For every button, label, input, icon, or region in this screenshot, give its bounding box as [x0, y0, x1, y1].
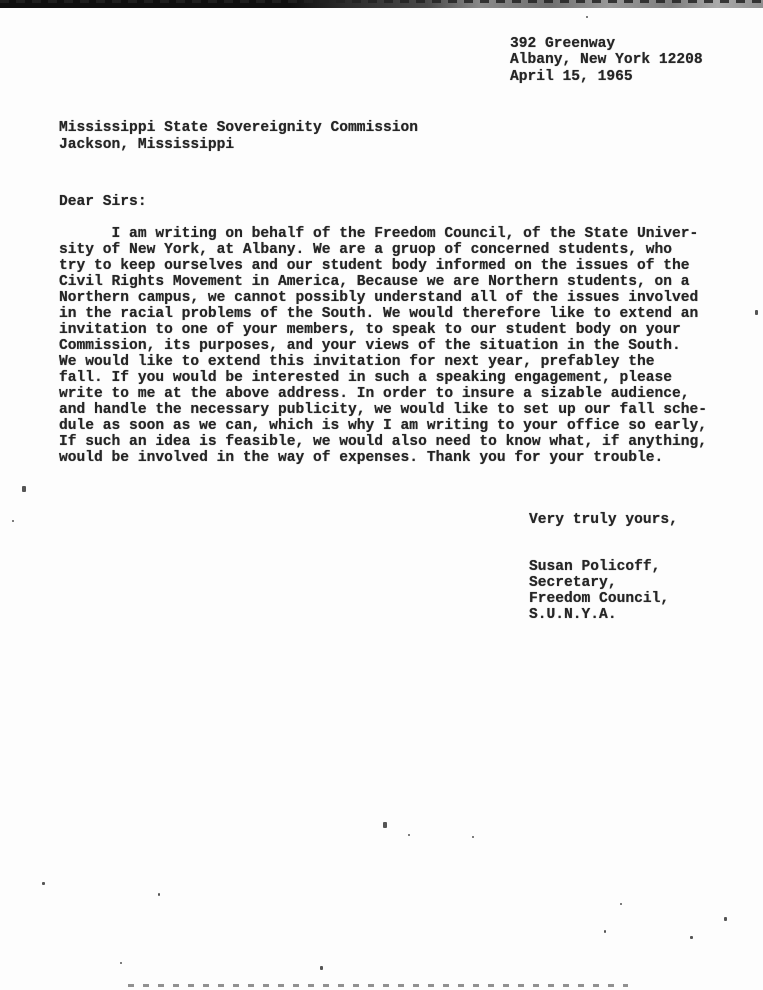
letter-body	[59, 226, 707, 466]
noise-speck	[724, 917, 727, 921]
letter-body-line: Civil Rights Movement in America, Because we are Northern students, on a	[59, 274, 690, 290]
signature-school: S.U.N.Y.A.	[529, 607, 617, 624]
signature-name: Susan Policoff,	[529, 559, 661, 575]
recipient-address-block	[59, 120, 418, 153]
noise-speck	[158, 893, 160, 896]
noise-speck	[120, 962, 122, 964]
noise-speck	[12, 520, 14, 522]
noise-speck	[472, 836, 474, 838]
letter-body-line: write to me at the above address. In order to insure a sizable audience,	[59, 386, 690, 402]
recipient-name: Mississippi State Sovereignity Commission	[59, 120, 419, 136]
letter-body-line: If such an idea is feasible, we would also need to know what, if anything,	[59, 434, 708, 450]
noise-speck	[755, 310, 758, 315]
letter-body-line: Northern campus, we cannot possibly understand all of the issues involved	[59, 290, 699, 306]
noise-speck	[42, 882, 45, 885]
sender-city: Albany, New York 12208	[510, 52, 703, 69]
noise-speck	[604, 930, 606, 933]
noise-speck	[22, 486, 26, 492]
scanner-edge-dashes-top	[0, 0, 763, 3]
signature-block	[529, 559, 669, 623]
scanner-edge-artifact-bottom	[128, 984, 628, 987]
sender-street: 392 Greenway	[510, 36, 616, 52]
recipient-city: Jackson, Mississippi	[59, 136, 235, 153]
letter-body-line: try to keep ourselves and our student body informed on the issues of the	[59, 258, 690, 274]
letter-body-line: invitation to one of your members, to speak to our student body on your	[59, 322, 681, 338]
letter-date: April 15, 1965	[510, 68, 633, 85]
noise-speck	[383, 822, 387, 828]
noise-speck	[408, 834, 410, 836]
noise-speck	[320, 966, 323, 970]
signature-title: Secretary,	[529, 575, 617, 592]
letter-body-line: We would like to extend this invitation for next year, prefabley the	[59, 354, 655, 370]
letter-body-line: fall. If you would be interested in such a speaking engagement, please	[59, 370, 673, 386]
salutation: Dear Sirs:	[59, 194, 147, 210]
letter-body-line: sity of New York, at Albany. We are a gruop of concerned students, who	[59, 242, 673, 258]
letter-body-line: would be involved in the way of expenses. Thank you for your trouble.	[59, 450, 664, 466]
noise-speck	[690, 936, 693, 939]
noise-speck	[586, 16, 588, 18]
complimentary-closing: Very truly yours,	[529, 512, 678, 528]
letter-body-line: in the racial problems of the South. We would therefore like to extend an	[59, 306, 699, 322]
letter-body-line: I am writing on behalf of the Freedom Council, of the State Univer-	[59, 226, 699, 242]
letter-body-line: Commission, its purposes, and your views of the situation in the South.	[59, 338, 681, 354]
letter-body-line: dule as soon as we can, which is why I am writing to your office so early,	[59, 418, 708, 434]
sender-address-block	[510, 36, 703, 85]
signature-org: Freedom Council,	[529, 591, 670, 608]
letter-body-line: and handle the necessary publicity, we would like to set up our fall sche-	[59, 402, 708, 418]
noise-speck	[620, 903, 622, 905]
